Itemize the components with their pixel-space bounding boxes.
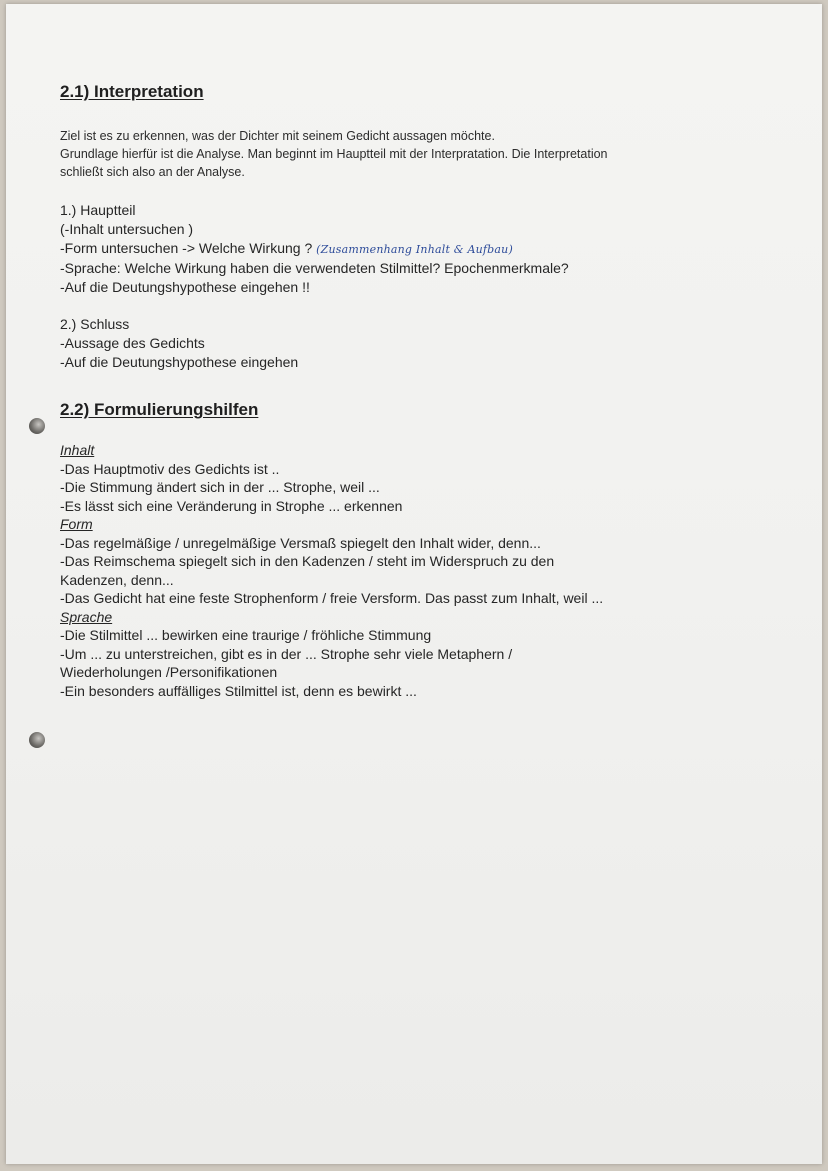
heading-formulierungshilfen: 2.2) Formulierungshilfen (60, 400, 259, 419)
intro-line: Ziel ist es zu erkennen, was der Dichter mit seinem Gedicht aussagen möchte. (60, 129, 495, 143)
hauptteil-line: -Auf die Deutungshypothese eingehen !! (60, 279, 310, 295)
heading-interpretation: 2.1) Interpretation (60, 82, 204, 101)
intro-line: schließt sich also an der Analyse. (60, 165, 245, 179)
hauptteil-form-text: -Form untersuchen -> Welche Wirkung ? (60, 240, 313, 256)
document-content (60, 82, 760, 700)
handwritten-note: (Zusammenhang Inhalt & Aufbau) (316, 243, 513, 256)
form-line: Kadenzen, denn... (60, 571, 174, 588)
sprache-line: -Ein besonders auffälliges Stilmittel ist, denn es bewirkt ... (60, 682, 417, 699)
hauptteil-line: (-Inhalt untersuchen ) (60, 221, 194, 237)
intro-line: Grundlage hierfür ist die Analyse. Man beginnt im Hauptteil mit der Interpratation. Die Interpretation (60, 147, 608, 161)
inhalt-line: -Die Stimmung ändert sich in der ... Strophe, weil ... (60, 479, 380, 495)
subheading-form: Form (60, 516, 93, 532)
formulierungshilfen-block (60, 441, 760, 700)
schluss-line: -Auf die Deutungshypothese eingehen (60, 354, 299, 370)
intro-paragraph (60, 127, 760, 181)
sprache-line: -Um ... zu unterstreichen, gibt es in der ... Strophe sehr viele Metaphern / (60, 645, 513, 662)
subheading-inhalt: Inhalt (60, 442, 95, 458)
schluss-title: 2.) Schluss (60, 316, 130, 332)
punch-hole-bottom (29, 732, 45, 748)
schluss-block (60, 315, 760, 372)
form-line: -Das Gedicht hat eine feste Strophenform / freie Versform. Das passt zum Inhalt, weil ... (60, 590, 604, 606)
hauptteil-line-form (60, 239, 760, 259)
subheading-sprache: Sprache (60, 608, 113, 625)
sprache-line: -Die Stilmittel ... bewirken eine traurige / fröhliche Stimmung (60, 627, 432, 643)
form-line: -Das regelmäßige / unregelmäßige Versmaß spiegelt den Inhalt wider, denn... (60, 534, 541, 551)
schluss-line: -Aussage des Gedichts (60, 335, 205, 351)
hauptteil-line: -Sprache: Welche Wirkung haben die verwendeten Stilmittel? Epochenmerkmale? (60, 260, 569, 276)
inhalt-line: -Es lässt sich eine Veränderung in Strophe ... erkennen (60, 497, 403, 514)
hauptteil-block (60, 201, 760, 297)
form-line: -Das Reimschema spiegelt sich in den Kadenzen / steht im Widerspruch zu den (60, 553, 555, 569)
sprache-line: Wiederholungen /Personifikationen (60, 664, 278, 680)
punch-hole-top (29, 418, 45, 434)
inhalt-line: -Das Hauptmotiv des Gedichts ist .. (60, 460, 280, 477)
hauptteil-title: 1.) Hauptteil (60, 202, 136, 218)
